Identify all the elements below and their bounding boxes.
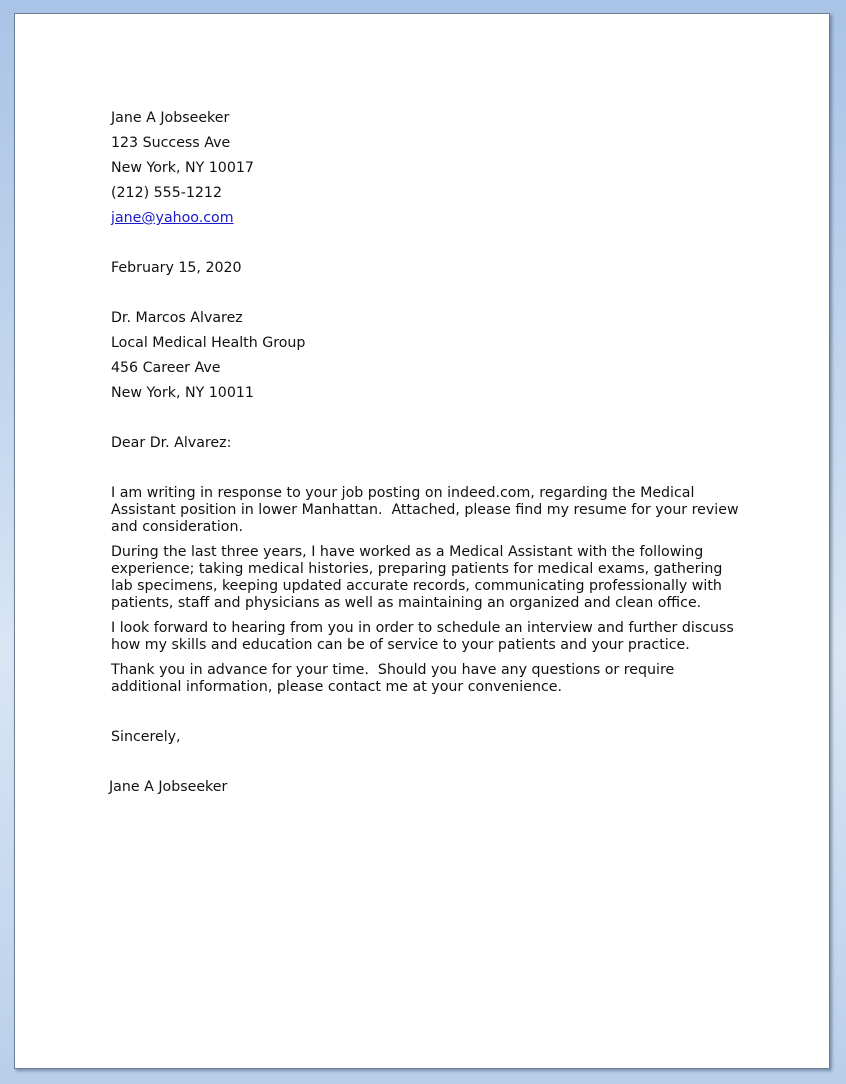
paragraph-line: Thank you in advance for your time. Should you have any questions or require [111, 662, 675, 678]
body-paragraph-4 [111, 662, 751, 696]
recipient-organization: Local Medical Health Group [111, 335, 306, 351]
paragraph-line: experience; taking medical histories, preparing patients for medical exams, gathering [111, 561, 723, 577]
sender-phone: (212) 555-1212 [111, 185, 222, 201]
recipient-city-state-zip: New York, NY 10011 [111, 385, 254, 401]
letter-date: February 15, 2020 [111, 260, 242, 276]
body-paragraph-1 [111, 485, 751, 536]
paragraph-line: how my skills and education can be of service to your patients and your practice. [111, 637, 690, 653]
paragraph-line: Assistant position in lower Manhattan. Attached, please find my resume for your review [111, 502, 739, 518]
signature-name: Jane A Jobseeker [109, 779, 228, 795]
body-paragraph-2 [111, 544, 751, 612]
paragraph-line: patients, staff and physicians as well as maintaining an organized and clean office. [111, 595, 702, 611]
paragraph-line: I am writing in response to your job posting on indeed.com, regarding the Medical [111, 485, 695, 501]
paragraph-line: During the last three years, I have worked as a Medical Assistant with the following [111, 544, 704, 560]
sender-email-link[interactable]: jane@yahoo.com [111, 210, 234, 226]
closing: Sincerely, [111, 729, 181, 745]
paragraph-line: I look forward to hearing from you in order to schedule an interview and further discuss [111, 620, 734, 636]
salutation: Dear Dr. Alvarez: [111, 435, 232, 451]
sender-name: Jane A Jobseeker [111, 110, 230, 126]
paragraph-line: lab specimens, keeping updated accurate records, communicating professionally with [111, 578, 722, 594]
paragraph-line: and consideration. [111, 519, 243, 535]
document-page [14, 13, 830, 1069]
body-paragraph-3 [111, 620, 751, 654]
paragraph-line: additional information, please contact me at your convenience. [111, 679, 563, 695]
recipient-name: Dr. Marcos Alvarez [111, 310, 243, 326]
recipient-street: 456 Career Ave [111, 360, 221, 376]
sender-city-state-zip: New York, NY 10017 [111, 160, 254, 176]
sender-street: 123 Success Ave [111, 135, 231, 151]
